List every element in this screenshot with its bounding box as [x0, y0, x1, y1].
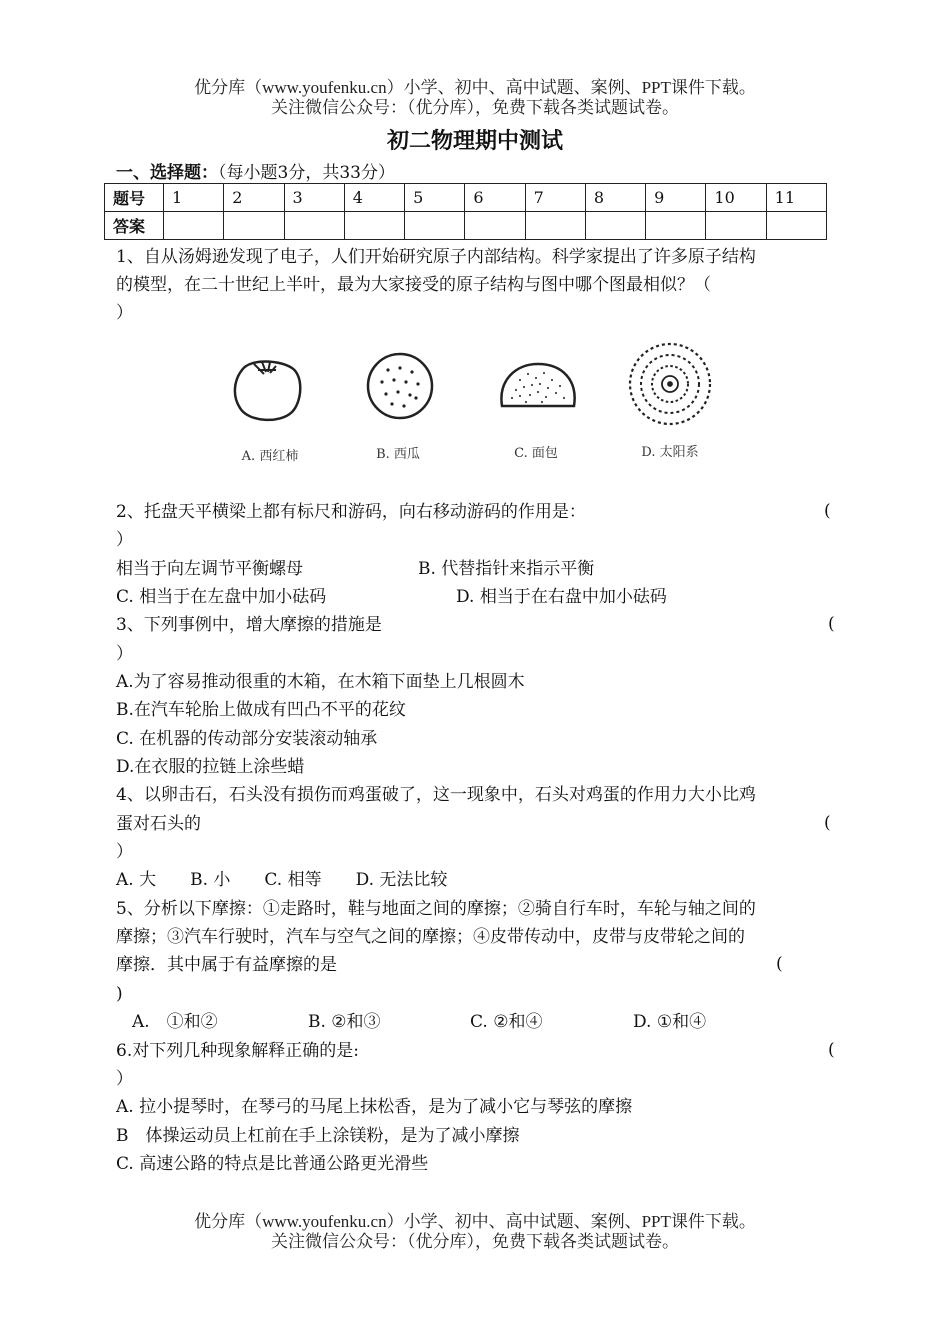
question-number-cell: 9	[646, 184, 706, 212]
q4-line-2: 蛋对石头的	[116, 814, 201, 834]
q3-stem: 3、下列事例中，增大摩擦的措施是	[116, 615, 382, 635]
q5-paren-open: (	[776, 954, 783, 974]
section-score-note: （每小题3分，共33分）	[218, 163, 395, 183]
question-number-cell: 7	[525, 184, 585, 212]
q2-option-c: C. 相当于在左盘中加小砝码	[116, 587, 327, 607]
q6-option-c: C. 高速公路的特点是比普通公路更光滑些	[116, 1154, 429, 1174]
q2-option-b: B. 代替指针来指示平衡	[418, 559, 595, 579]
q5-option-d: D. ①和④	[633, 1012, 707, 1032]
tomato-icon	[235, 362, 300, 420]
page-title: 初二物理期中测试	[386, 128, 563, 154]
q5-line-3: 摩擦．其中属于有益摩擦的是	[116, 955, 337, 975]
question-number-cell: 4	[344, 184, 404, 212]
figure-label-b: B. 西瓜	[376, 447, 420, 462]
question-number-cell: 3	[284, 184, 344, 212]
row-label-number: 题号	[105, 184, 164, 212]
header-line-1: 优分库（www.youfenku.cn）小学、初中、高中试题、案例、PPT课件下载。	[194, 78, 756, 97]
answer-table	[104, 183, 827, 240]
q2-paren-open: (	[824, 501, 831, 521]
q3-option-a: A.为了容易推动很重的木箱，在木箱下面垫上几根圆木	[116, 672, 525, 692]
q4-options: A. 大 B. 小 C. 相等 D. 无法比较	[116, 870, 448, 890]
answer-cell[interactable]	[344, 212, 404, 240]
q6-paren-close: ）	[116, 1069, 133, 1089]
answer-row	[105, 212, 827, 240]
solar-system-icon	[630, 344, 710, 424]
bread-icon	[501, 364, 574, 406]
q5-option-a: A. ①和②	[132, 1012, 218, 1032]
q6-option-a: A. 拉小提琴时，在琴弓的马尾上抹松香，是为了减小它与琴弦的摩擦	[116, 1097, 633, 1117]
answer-cell[interactable]	[405, 212, 465, 240]
q3-option-d: D.在衣服的拉链上涂些蜡	[116, 757, 305, 777]
question-number-cell: 6	[465, 184, 525, 212]
q2-option-a: 相当于向左调节平衡螺母	[116, 559, 303, 579]
question-number-cell: 11	[766, 184, 826, 212]
header-line-2: 关注微信公众号：（优分库），免费下载各类试题试卷。	[271, 98, 679, 117]
answer-cell[interactable]	[164, 212, 224, 240]
watermelon-icon	[368, 354, 432, 418]
q4-line-1: 4、以卵击石，石头没有损伤而鸡蛋破了，这一现象中，石头对鸡蛋的作用力大小比鸡	[116, 785, 756, 805]
q6-option-b: B 体操运动员上杠前在手上涂镁粉，是为了减小摩擦	[116, 1126, 520, 1146]
figure-label-d: D. 太阳系	[641, 445, 699, 460]
answer-cell[interactable]	[525, 212, 585, 240]
answer-cell[interactable]	[646, 212, 706, 240]
answer-cell[interactable]	[706, 212, 766, 240]
answer-cell[interactable]	[224, 212, 284, 240]
answer-cell[interactable]	[766, 212, 826, 240]
q3-paren-open: (	[828, 614, 835, 634]
q5-line-1: 5、分析以下摩擦：①走路时，鞋与地面之间的摩擦；②骑自行车时，车轮与轴之间的	[116, 899, 756, 919]
q2-stem: 2、托盘天平横梁上都有标尺和游码，向右移动游码的作用是：	[116, 502, 586, 522]
q6-stem: 6.对下列几种现象解释正确的是:	[116, 1041, 359, 1061]
q5-option-b: B. ②和③	[308, 1012, 381, 1032]
q3-option-c: C. 在机器的传动部分安装滚动轴承	[116, 729, 378, 749]
footer-line-2: 关注微信公众号：（优分库），免费下载各类试题试卷。	[271, 1232, 679, 1251]
row-label-answer: 答案	[105, 212, 164, 240]
section-heading	[116, 158, 395, 183]
question-number-cell: 8	[585, 184, 645, 212]
q6-paren-open: (	[828, 1040, 835, 1060]
q1-line-2: 的模型，在二十世纪上半叶，最为大家接受的原子结构与图中哪个图最相似？（	[116, 275, 711, 295]
atom-model-figure	[220, 340, 740, 470]
question-number-cell: 1	[164, 184, 224, 212]
q5-line-2: 摩擦；③汽车行驶时，汽车与空气之间的摩擦；④皮带传动中，皮带与皮带轮之间的	[116, 927, 745, 947]
q3-option-b: B.在汽车轮胎上做成有凹凸不平的花纹	[116, 700, 406, 720]
q2-paren-close: ）	[116, 530, 133, 550]
question-number-cell: 2	[224, 184, 284, 212]
answer-cell[interactable]	[585, 212, 645, 240]
q4-paren-close: ）	[116, 842, 133, 862]
q1-line-1: 1、自从汤姆逊发现了电子，人们开始研究原子内部结构。科学家提出了许多原子结构	[116, 247, 756, 267]
q4-paren-open: (	[824, 813, 831, 833]
figure-label-c: C. 面包	[514, 446, 558, 461]
q5-paren-close: )	[116, 984, 123, 1004]
q1-line-3: ）	[116, 303, 133, 323]
q2-option-d: D. 相当于在右盘中加小砝码	[456, 587, 667, 607]
figure-label-a: A. 西红柿	[241, 449, 299, 464]
q3-paren-close: ）	[116, 644, 133, 664]
question-number-cell: 5	[405, 184, 465, 212]
question-number-cell: 10	[706, 184, 766, 212]
question-number-row	[105, 184, 827, 212]
answer-cell[interactable]	[465, 212, 525, 240]
q5-option-c: C. ②和④	[470, 1012, 543, 1032]
footer-line-1: 优分库（www.youfenku.cn）小学、初中、高中试题、案例、PPT课件下载。	[194, 1212, 756, 1231]
section-heading-label: 一、选择题：	[116, 163, 218, 183]
answer-cell[interactable]	[284, 212, 344, 240]
